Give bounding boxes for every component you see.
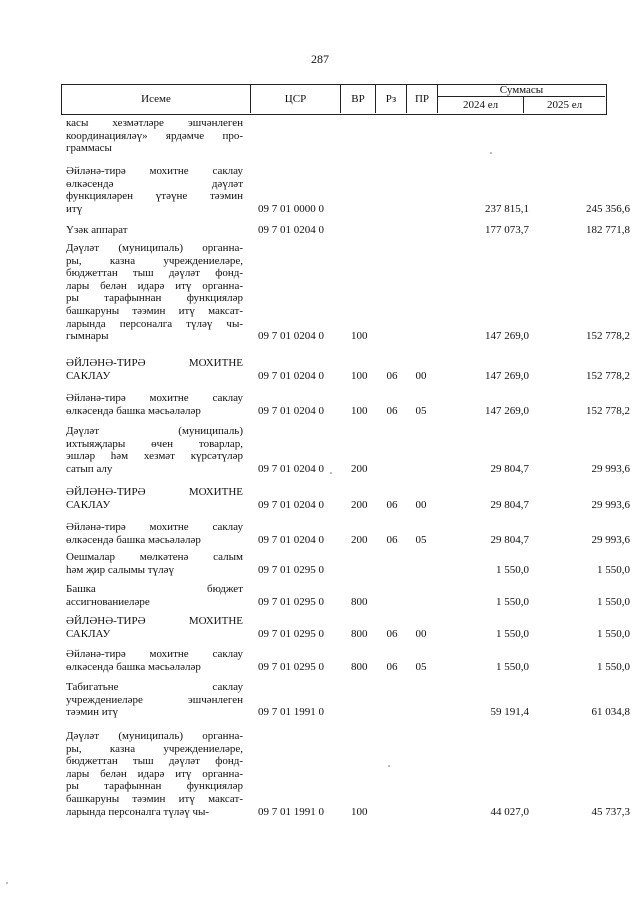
row-name-line: Дәүләт (муниципаль) органна- <box>66 242 243 254</box>
row-sum-2025: 1 550,0 <box>597 660 630 673</box>
table-row <box>0 583 640 608</box>
row-sum-2024: 1 550,0 <box>496 563 529 576</box>
row-name-line: САКЛАУ <box>66 627 111 640</box>
row-csr: 09 7 01 1991 0 <box>258 706 324 719</box>
row-name-line: итү <box>66 202 83 215</box>
row-name <box>66 165 243 215</box>
row-name-line: координацияләү» ярдәмче про- <box>66 129 243 142</box>
header-vr: ВР <box>351 93 365 105</box>
row-csr: 09 7 01 1991 0 <box>258 805 324 818</box>
row-pr: 00 <box>415 627 427 640</box>
row-rz: 06 <box>386 404 398 417</box>
row-name-line: Әйләнә-тирә мохитне саклау <box>66 165 243 177</box>
header-csr: ЦСР <box>284 93 307 105</box>
row-name-line: САКЛАУ <box>66 498 111 511</box>
row-csr: 09 7 01 0295 0 <box>258 563 324 576</box>
header-rz: Рз <box>385 93 397 105</box>
row-name-line: ры тарафыннан функцияләр <box>66 292 243 305</box>
row-rz: 06 <box>386 627 398 640</box>
row-sum-2025: 61 034,8 <box>591 706 630 719</box>
row-name <box>66 551 243 576</box>
row-sum-2024: 147 269,0 <box>485 404 529 417</box>
row-name-line: ры, казна учреждениеләре, <box>66 742 243 755</box>
row-sum-2025: 1 550,0 <box>597 627 630 640</box>
table-row <box>0 551 640 576</box>
scan-speck <box>490 152 492 154</box>
table-row <box>0 117 640 155</box>
table-row <box>0 486 640 511</box>
row-name-line: өлкәсендә башка мәсьәләләр <box>66 660 201 673</box>
scan-speck <box>6 882 8 884</box>
row-name <box>66 615 243 640</box>
table-row <box>0 681 640 719</box>
row-csr: 09 7 01 0204 0 <box>258 369 324 382</box>
row-sum-2024: 29 804,7 <box>490 462 529 475</box>
row-pr: 00 <box>415 369 427 382</box>
row-csr: 09 7 01 0000 0 <box>258 202 324 215</box>
table-row <box>0 521 640 546</box>
row-name-line: Әйләнә-тирә мохитне саклау <box>66 392 243 404</box>
scan-speck <box>330 472 332 474</box>
row-sum-2024: 29 804,7 <box>490 533 529 546</box>
row-name-line: ларында персоналга түләү чы- <box>66 317 243 330</box>
row-sum-2025: 152 778,2 <box>586 404 630 417</box>
row-sum-2025: 182 771,8 <box>586 224 630 236</box>
row-name-line: бюджеттан тыш дәүләт фонд- <box>66 267 243 280</box>
row-sum-2025: 29 993,6 <box>591 498 630 511</box>
row-pr: 05 <box>415 533 427 546</box>
row-csr: 09 7 01 0204 0 <box>258 330 324 343</box>
table-row <box>0 224 640 237</box>
table-row <box>0 730 640 818</box>
row-sum-2025: 152 778,2 <box>586 330 630 343</box>
row-name <box>66 425 243 475</box>
row-vr: 800 <box>351 627 368 640</box>
row-sum-2025: 45 737,3 <box>591 805 630 818</box>
row-name-line: Башка бюджет <box>66 583 243 595</box>
table-row <box>0 615 640 640</box>
row-rz: 06 <box>386 660 398 673</box>
row-sum-2025: 152 778,2 <box>586 369 630 382</box>
row-vr: 100 <box>351 369 368 382</box>
row-vr: 100 <box>351 330 368 343</box>
row-sum-2024: 237 815,1 <box>485 202 529 215</box>
row-name-line: граммасы <box>66 142 112 155</box>
header-name: Исеме <box>141 93 171 105</box>
row-sum-2024: 1 550,0 <box>496 595 529 608</box>
row-name-line: һәм җир салымы түләү <box>66 563 174 576</box>
row-csr: 09 7 01 0204 0 <box>258 224 324 236</box>
row-name-line: Оешмалар мөлкәтенә салым <box>66 551 243 563</box>
row-sum-2024: 1 550,0 <box>496 627 529 640</box>
row-name-line: лары белән идарә итү органна- <box>66 279 243 292</box>
row-name <box>66 357 243 382</box>
row-name <box>66 242 243 343</box>
row-sum-2024: 59 191,4 <box>490 706 529 719</box>
row-name-line: сатып алу <box>66 462 113 475</box>
table-row <box>0 242 640 343</box>
row-name-line: касы хезмәтләре эшчәнлеген <box>66 117 243 129</box>
header-2025: 2025 ел <box>546 99 583 111</box>
row-pr: 05 <box>415 660 427 673</box>
row-name-line: өлкәсендә башка мәсьәләләр <box>66 533 201 546</box>
row-name-line: ры, казна учреждениеләре, <box>66 254 243 267</box>
row-sum-2025: 1 550,0 <box>597 563 630 576</box>
row-name <box>66 681 243 719</box>
row-pr: 00 <box>415 498 427 511</box>
row-name-line: башкаруны тәэмин итү максат- <box>66 304 243 317</box>
table-row <box>0 425 640 475</box>
row-name <box>66 486 243 511</box>
row-name <box>66 392 243 417</box>
row-name-line: учреждениеләре эшчәнлеген <box>66 693 243 706</box>
row-rz: 06 <box>386 533 398 546</box>
row-name-line: лары белән идарә итү органна- <box>66 767 243 780</box>
row-name <box>66 648 243 673</box>
row-rz: 06 <box>386 498 398 511</box>
row-name-line: тәэмин итү <box>66 706 118 719</box>
row-name-line: эшләр һәм хезмәт күрсәтүләр <box>66 450 243 463</box>
row-csr: 09 7 01 0204 0 <box>258 462 324 475</box>
row-name-line: Дәүләт (муниципаль) <box>66 425 243 437</box>
row-name-line: функцияләрен үтәүне тәэмин <box>66 190 243 203</box>
row-sum-2025: 29 993,6 <box>591 533 630 546</box>
row-vr: 200 <box>351 498 368 511</box>
row-sum-2024: 44 027,0 <box>490 805 529 818</box>
row-csr: 09 7 01 0204 0 <box>258 533 324 546</box>
row-sum-2025: 245 356,6 <box>586 202 630 215</box>
row-name <box>66 730 243 818</box>
row-vr: 100 <box>351 404 368 417</box>
row-name-line: Табигатьне саклау <box>66 681 243 693</box>
row-vr: 200 <box>351 533 368 546</box>
scan-speck <box>388 765 390 767</box>
table-row <box>0 648 640 673</box>
row-vr: 800 <box>351 595 368 608</box>
row-csr: 09 7 01 0204 0 <box>258 404 324 417</box>
row-sum-2024: 147 269,0 <box>485 369 529 382</box>
header-sums: Суммасы <box>499 84 544 96</box>
row-sum-2024: 29 804,7 <box>490 498 529 511</box>
row-sum-2024: 147 269,0 <box>485 330 529 343</box>
row-sum-2024: 177 073,7 <box>485 224 529 236</box>
header-pr: ПР <box>414 93 430 105</box>
row-name-line: гымнары <box>66 330 109 343</box>
row-name-line: Әйләнә-тирә мохитне саклау <box>66 521 243 533</box>
table-row <box>0 165 640 215</box>
row-csr: 09 7 01 0295 0 <box>258 627 324 640</box>
row-name-line: ӘЙЛӘНӘ-ТИРӘ МОХИТНЕ <box>66 486 243 498</box>
row-name-line: САКЛАУ <box>66 369 111 382</box>
row-name <box>66 117 243 155</box>
table-row <box>0 357 640 382</box>
row-vr: 100 <box>351 805 368 818</box>
table-row <box>0 392 640 417</box>
row-name-line: Әйләнә-тирә мохитне саклау <box>66 648 243 660</box>
page-number: 287 <box>311 52 329 66</box>
row-name-line: ассигнованиеләре <box>66 595 150 608</box>
row-name-line: бюджеттан тыш дәүләт фонд- <box>66 755 243 768</box>
row-sum-2025: 1 550,0 <box>597 595 630 608</box>
row-name <box>66 521 243 546</box>
row-pr: 05 <box>415 404 427 417</box>
row-csr: 09 7 01 0295 0 <box>258 595 324 608</box>
row-name-line: ларында персоналга түләү чы- <box>66 805 210 818</box>
row-name-line: ӘЙЛӘНӘ-ТИРӘ МОХИТНЕ <box>66 357 243 369</box>
row-sum-2024: 1 550,0 <box>496 660 529 673</box>
row-name-line: өлкәсендә дәүләт <box>66 177 243 190</box>
row-vr: 200 <box>351 462 368 475</box>
row-name-line: ры тарафыннан функцияләр <box>66 780 243 793</box>
row-sum-2025: 29 993,6 <box>591 462 630 475</box>
row-vr: 800 <box>351 660 368 673</box>
row-name <box>66 583 243 608</box>
row-name-line: башкаруны тәэмин итү максат- <box>66 792 243 805</box>
row-rz: 06 <box>386 369 398 382</box>
row-name-line: Үзәк аппарат <box>66 224 128 236</box>
header-2024: 2024 ел <box>462 99 499 111</box>
row-csr: 09 7 01 0295 0 <box>258 660 324 673</box>
row-name-line: ӘЙЛӘНӘ-ТИРӘ МОХИТНЕ <box>66 615 243 627</box>
row-name-line: Дәүләт (муниципаль) органна- <box>66 730 243 742</box>
row-name-line: өлкәсендә башка мәсьәләләр <box>66 404 201 417</box>
row-csr: 09 7 01 0204 0 <box>258 498 324 511</box>
row-name-line: ихтыяҗлары өчен товарлар, <box>66 437 243 450</box>
row-name <box>66 224 243 237</box>
